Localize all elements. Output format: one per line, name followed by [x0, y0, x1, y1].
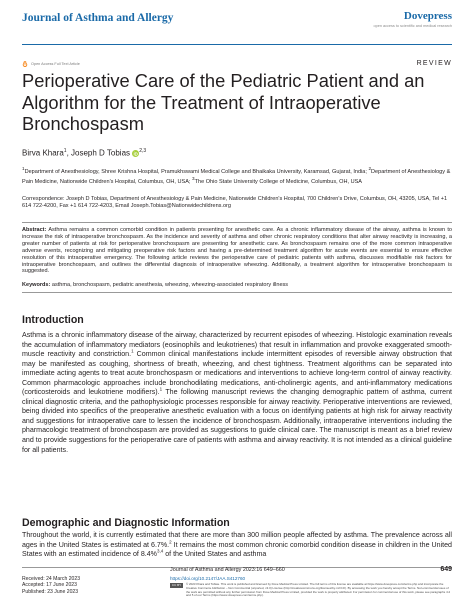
section-heading-demographics: Demographic and Diagnostic Information	[22, 517, 230, 529]
keywords	[22, 282, 452, 289]
affiliation-mark: 3	[192, 175, 195, 181]
affiliation-mark: 2	[368, 166, 372, 171]
body-text: Common clinical manifestations include intermittent episodes of reversible airway obstruction that may be manifested as coughing, shortness of breath, wheezing, and chest tightness. Treatment algorithms can be separated into immediate acting agents to treat acute bronchospasm or medications and interventions to achieve long-term control of airway reactivity. Common pharmacologic approaches include bronchodilating medications, anti-cholinergic agents, and anti-inflammatory medications (corticosteroids and leukotriene modifiers).	[22, 350, 452, 397]
accepted-date: Accepted: 17 June 2023	[22, 582, 77, 589]
open-access-label	[22, 61, 80, 67]
section-heading-introduction: Introduction	[22, 314, 84, 326]
abstract-text: Asthma remains a common comorbid condition in patients presenting for anesthetic care. As a chronic inflammatory disease of the airway, asthma is known to increase the risk of intraoperative bronchospasm. As the incidence and severity of asthma and other chronic respiratory conditions that alter airway reactivity is increasing, a greater number of patients at risk for perioperative bronchospasm are presenting for anesthetic care. As bronchospasm remains one of the more common intraoperative adverse events, recognizing and mitigating preoperative risk factors and having a pre-determined treatment algorithm for acute events are essential to ensure effective resolution of this intraoperative emergency. The following article reviews the perioperative care of pediatric patients with asthma, discusses modifiable risk factors for intraoperative bronchospasm, and outlines the differential diagnosis of intraoperative wheezing. Additionally, a treatment algorithm for intraoperative bronchospasm is suggested.	[22, 227, 452, 275]
author-affiliation-mark: 1	[63, 148, 67, 154]
author-name[interactable]: Birva Khara	[22, 148, 64, 158]
affiliation: The Ohio State University College of Medicine, Columbus, OH, USA	[194, 178, 362, 185]
published-date: Published: 23 June 2023	[22, 588, 79, 595]
body-text: It remains the most common chronic comorbid condition disease in children in the United States with an estimated incidence of 8.4%	[22, 540, 452, 559]
article-title: Perioperative Care of the Pediatric Patient and an Algorithm for the Treatment of Intraoperative Bronchospasm	[22, 70, 425, 135]
author-name[interactable]: Joseph D Tobias	[71, 148, 131, 158]
correspondence: Correspondence: Joseph D Tobias, Department of Anesthesiology & Pain Medicine, Nationwide Children's Hospital, 700 Children's Drive, Columbus, OH, 43205, USA, Tel +1 614 722-4200, Fax +1 614 722-4203, Email Joseph.Tobias@Nationwidechildrens.org	[22, 196, 448, 209]
header-rule	[22, 44, 452, 45]
publisher-logo[interactable]: Dovepress	[403, 10, 452, 22]
author-affiliation-mark: 2,3	[139, 148, 147, 154]
abstract-label: Abstract:	[22, 227, 47, 233]
journal-citation: Journal of Asthma and Allergy 2023:16 649–660	[170, 567, 285, 573]
article-type: REVIEW	[416, 60, 452, 67]
open-access-icon	[22, 61, 28, 67]
reference-link[interactable]: 1	[131, 348, 134, 354]
reference-link[interactable]: 2	[169, 539, 172, 545]
introduction-paragraph	[22, 331, 452, 455]
keywords-label: Keywords:	[22, 282, 51, 288]
abstract-bottom-rule	[22, 292, 452, 293]
keywords-text: asthma, bronchospasm, pediatric anesthesia, wheezing, wheezing-associated respiratory illness	[51, 282, 289, 288]
open-access-text: Open Access Full Text Article	[31, 62, 80, 66]
page-number: 649	[440, 566, 452, 573]
journal-name[interactable]: Journal of Asthma and Allergy	[22, 12, 174, 24]
abstract-top-rule	[22, 222, 452, 223]
doi-link[interactable]: https://doi.org/10.2147/JAA.S412760	[170, 576, 246, 581]
affiliations	[22, 166, 452, 186]
affiliation: Department of Anesthesiology & Pain Medicine, Nationwide Children's Hospital, Columbus, OH, USA;	[22, 168, 451, 185]
author-separator: ,	[66, 148, 72, 158]
body-text: Throughout the world, it is currently estimated that there are more than 300 million people affected by asthma. The prevalence across all ages in the United States is estimated at 6.7%.	[22, 531, 452, 549]
received-date: Received: 24 March 2023	[22, 576, 81, 582]
author-list	[22, 148, 146, 158]
abstract	[22, 227, 452, 275]
publisher-tagline: open access to scientific and medical research	[373, 24, 452, 28]
license-block	[170, 583, 452, 598]
affiliation: Department of Anesthesiology, Shree Krishna Hospital, Pramukhswami Medical College and Bhaikaka University, Karamsad, Gujarat, India;	[24, 168, 367, 175]
reference-link[interactable]: 1	[159, 386, 163, 392]
body-text: The following manuscript reviews the changing demographic pattern of asthma, current clinical diagnostic criteria, and the pathophysiologic processes responsible for airway reactivity. Perioperative interventions are reviewed, being divided into specifics of the preoperative anesthetic evaluation with a focus on identifying patients at high risk for airway reactivity and suggestions for intraoperative care to lessen the incidence of bronchospasm. Additionally, intraoperative interventions including the pharmacologic treatment of bronchospasm are provided as suggestions to guide clinical care. The manuscript is meant as a brief review and to provide suggestions for the perioperative care of patients with asthma and airway reactivity. It is not intended as a clinical guideline for all patients.	[22, 388, 452, 454]
body-text: of the United States and asthma	[163, 550, 267, 559]
demographics-paragraph	[22, 531, 452, 560]
affiliation-mark: 1	[22, 166, 25, 171]
article-dates	[22, 576, 80, 595]
cc-license-badge[interactable]: CC BY NC	[171, 583, 182, 592]
license-text: © 2023 Khara and Tobias. This work is published and licensed by Dove Medical Press Limited. The full terms of this license are available at https://www.dovepress.com/terms.php and incorporate the Creative Commons Attribution – Non Commercial (unported, v3.0) License (http://creativecommons.org/licenses/by-nc/3.0/). By accessing the work you hereby accept the Terms. Non-commercial uses of the work are permitted without any further permission from Dove Medical Press Limited, provided the work is properly attributed. For permission for commercial use of this work, please see paragraphs 4.2 and 5 of our Terms (https://www.dovepress.com/terms.php).	[186, 582, 451, 598]
reference-link[interactable]: 3,4	[156, 548, 164, 554]
body-text: Asthma is a chronic inflammatory disease of the airway, characterized by recurrent episodes of wheezing. Histologic examination reveals the accumulation of inflammatory mediators (eosinophils and leukotrienes) that result in inflammation and provoke exaggerated smooth-muscle reactivity and constriction.	[22, 331, 452, 359]
